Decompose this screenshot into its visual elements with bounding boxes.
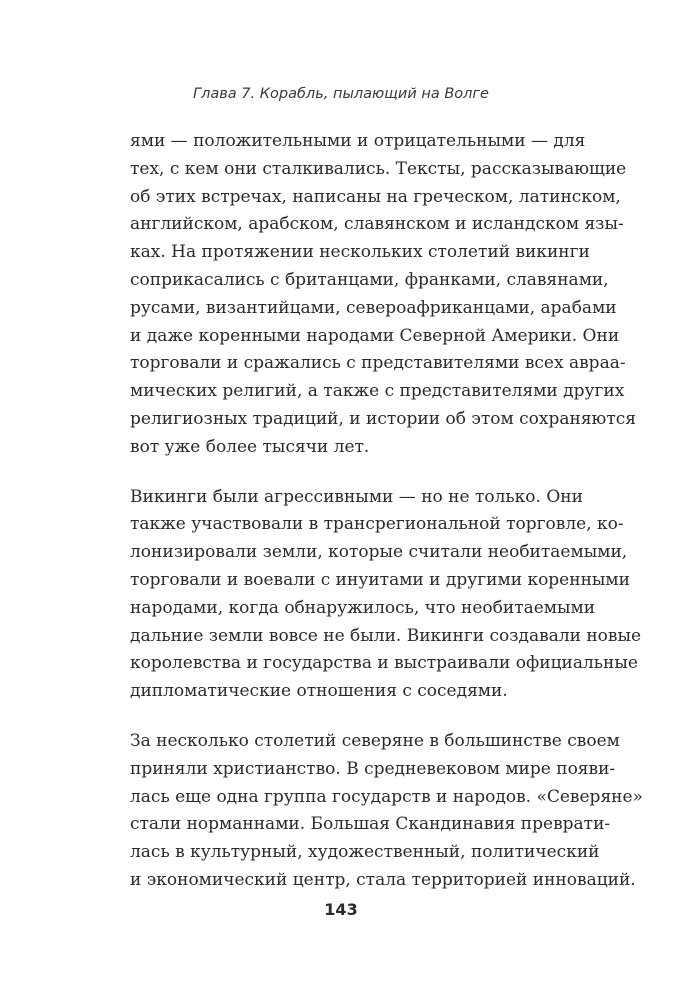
paragraph (130, 728, 643, 895)
text-line: об этих встречах, написаны на греческом, латинском, (130, 186, 621, 207)
text-line: также участвовали в трансрегиональной торговле, ко- (130, 514, 624, 535)
text-line: стали норманнами. Большая Скандинавия преврати- (130, 814, 611, 835)
text-line: вот уже более тысячи лет. (130, 436, 370, 457)
text-line: мических религий, а также с представителями других (130, 381, 625, 402)
text-line: соприкасались с британцами, франками, славянами, (130, 269, 609, 290)
text-line: Викинги были агрессивными — но не только. Они (130, 486, 583, 507)
text-line: дальние земли вовсе не были. Викинги создавали новые (130, 625, 642, 646)
running-header: Глава 7. Корабль, пылающий на Волге (193, 86, 489, 102)
text-line: тех, с кем они сталкивались. Тексты, рассказывающие (130, 158, 627, 179)
text-line: приняли христианство. В средневековом мире появи- (130, 758, 616, 779)
text-line: дипломатические отношения с соседями. (130, 681, 508, 702)
paragraph (130, 128, 636, 462)
text-line: религиозных традиций, и истории об этом сохраняются (130, 408, 636, 429)
paragraph (130, 484, 642, 706)
text-line: лась еще одна группа государств и народов. «Северяне» (130, 786, 643, 807)
text-line: и экономический центр, стала территорией инноваций. (130, 869, 636, 890)
page-number: 143 (324, 900, 358, 919)
text-line: народами, когда обнаружилось, что необитаемыми (130, 597, 596, 618)
text-line: ями — положительными и отрицательными — для (130, 131, 586, 151)
text-line: королевства и государства и выстраивали официальные (130, 653, 638, 674)
text-line: лась в культурный, художественный, политический (130, 842, 600, 863)
text-line: торговали и воевали с инуитами и другими коренными (130, 569, 630, 590)
text-line: За несколько столетий северяне в большинстве своем (130, 730, 620, 751)
text-line: ках. На протяжении нескольких столетий викинги (130, 242, 590, 263)
page-body (130, 128, 643, 917)
text-line: торговали и сражались с представителями всех авраа- (130, 353, 626, 374)
text-line: лонизировали земли, которые считали необитаемыми, (130, 542, 628, 563)
text-line: и даже коренными народами Северной Америки. Они (130, 325, 620, 346)
text-line: русами, византийцами, североафриканцами, арабами (130, 297, 617, 318)
text-line: английском, арабском, славянском и исландском язы- (130, 214, 624, 235)
